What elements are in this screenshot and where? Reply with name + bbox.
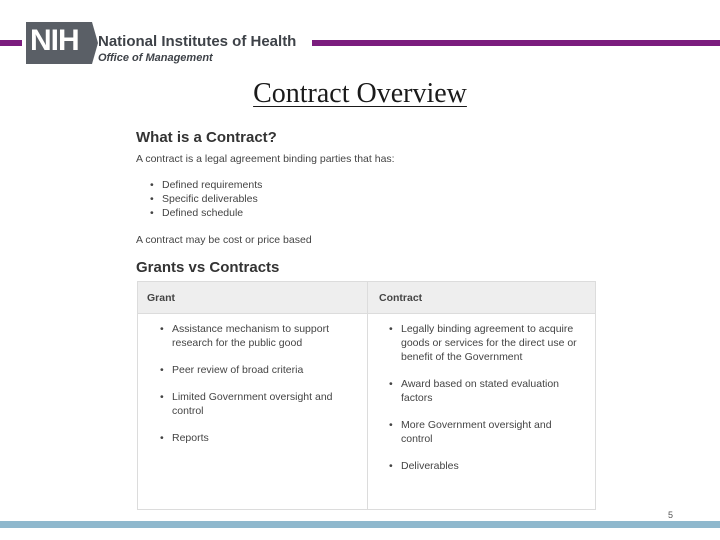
comparison-heading: Grants vs Contracts (136, 259, 280, 276)
nih-logo (26, 22, 316, 66)
list-item: • Assistance mechanism to support research for the public good (158, 322, 348, 350)
slide-title-text: Contract Overview (253, 78, 467, 109)
org-name: National Institutes of Health (98, 33, 297, 50)
list-item: • Peer review of broad criteria (158, 363, 348, 377)
column-header-contract: Contract (379, 292, 423, 304)
comparison-table (137, 281, 596, 510)
page-number: 5 (668, 510, 674, 520)
slide-title (0, 78, 720, 110)
contract-intro: A contract is a legal agreement binding parties that has: (136, 153, 395, 165)
contract-heading: What is a Contract? (136, 129, 277, 146)
list-item: • Award based on stated evaluation factors (387, 377, 577, 405)
column-header-grant: Grant (147, 292, 176, 304)
list-item: • Specific deliverables (150, 192, 262, 206)
list-item: • Legally binding agreement to acquire goods or services for the direct use or benefit of the Government (387, 322, 577, 364)
list-item: • Defined schedule (150, 206, 262, 220)
org-subtitle: Office of Management (98, 52, 213, 64)
list-item: • More Government oversight and control (387, 418, 577, 446)
footer-accent-bar (0, 521, 720, 528)
requirements-list (150, 178, 262, 220)
header-accent-bar-right (312, 40, 720, 46)
column-divider (367, 282, 368, 509)
list-item: • Reports (158, 431, 348, 445)
grant-column (158, 322, 348, 458)
header-accent-bar-left (0, 40, 22, 46)
nih-logo-text: NIH (30, 24, 79, 57)
cost-note: A contract may be cost or price based (136, 234, 312, 246)
list-item: • Defined requirements (150, 178, 262, 192)
nih-logo-mark (26, 22, 92, 64)
list-item: • Limited Government oversight and control (158, 390, 348, 418)
list-item: • Deliverables (387, 459, 577, 473)
contract-column (387, 322, 577, 486)
